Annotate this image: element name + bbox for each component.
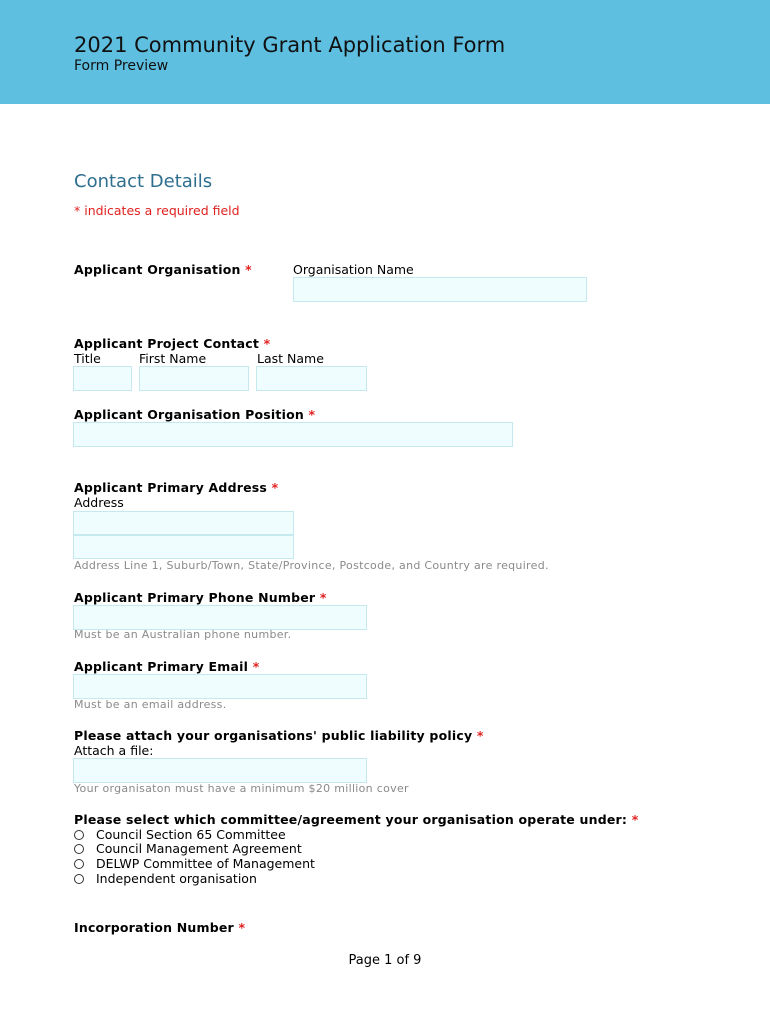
email-input[interactable] <box>73 674 367 699</box>
incorporation-label: Incorporation Number * <box>74 920 246 935</box>
page-number: Page 1 of 9 <box>348 953 422 968</box>
required-star: * <box>476 728 484 743</box>
email-label: Applicant Primary Email * <box>74 659 260 674</box>
contact-last-name-label: Last Name <box>257 351 324 366</box>
radio-circle-icon[interactable] <box>74 830 84 840</box>
required-star: * <box>308 407 316 422</box>
radio-circle-icon[interactable] <box>74 874 84 884</box>
address-line-2-input[interactable] <box>73 535 294 559</box>
address-hint: Address Line 1, Suburb/Town, State/Province, Postcode, and Country are required. <box>74 559 549 572</box>
radio-option-delwp[interactable]: DELWP Committee of Management <box>74 856 315 871</box>
email-hint: Must be an email address. <box>74 698 227 711</box>
radio-option-section-65[interactable]: Council Section 65 Committee <box>74 827 286 842</box>
liability-label: Please attach your organisations' public liability policy * <box>74 728 484 743</box>
contact-title-input[interactable] <box>73 366 132 391</box>
address-label: Applicant Primary Address * <box>74 480 279 495</box>
required-note: * indicates a required field <box>74 203 240 218</box>
required-star: * <box>245 262 252 277</box>
contact-first-name-input[interactable] <box>139 366 249 391</box>
contact-title-label: Title <box>74 351 101 366</box>
liability-hint: Your organisaton must have a minimum $20 million cover <box>74 782 409 795</box>
required-star: * <box>238 920 246 935</box>
required-star: * <box>271 480 279 495</box>
organisation-label: Applicant Organisation * <box>74 262 252 277</box>
committee-label: Please select which committee/agreement your organisation operate under: * <box>74 812 639 827</box>
form-title: 2021 Community Grant Application Form <box>74 33 506 57</box>
phone-label: Applicant Primary Phone Number * <box>74 590 327 605</box>
required-star: * <box>252 659 260 674</box>
phone-input[interactable] <box>73 605 367 630</box>
contact-first-name-label: First Name <box>139 351 207 366</box>
attach-file-label: Attach a file: <box>74 743 154 758</box>
required-star: * <box>319 590 327 605</box>
required-star: * <box>631 812 639 827</box>
address-sublabel: Address <box>74 495 124 510</box>
page-header <box>0 0 770 104</box>
organisation-name-input[interactable] <box>293 277 587 302</box>
liability-file-input[interactable] <box>73 758 367 783</box>
address-line-1-input[interactable] <box>73 511 294 535</box>
phone-hint: Must be an Australian phone number. <box>74 628 292 641</box>
position-label: Applicant Organisation Position * <box>74 407 316 422</box>
form-subtitle: Form Preview <box>74 58 169 74</box>
organisation-name-label: Organisation Name <box>293 262 414 277</box>
radio-circle-icon[interactable] <box>74 844 84 854</box>
contact-last-name-input[interactable] <box>256 366 367 391</box>
radio-option-management-agreement[interactable]: Council Management Agreement <box>74 841 302 856</box>
radio-circle-icon[interactable] <box>74 859 84 869</box>
radio-option-independent[interactable]: Independent organisation <box>74 871 257 886</box>
position-input[interactable] <box>73 422 513 447</box>
section-title: Contact Details <box>74 171 213 192</box>
project-contact-label: Applicant Project Contact * <box>74 336 271 351</box>
required-star: * <box>263 336 271 351</box>
